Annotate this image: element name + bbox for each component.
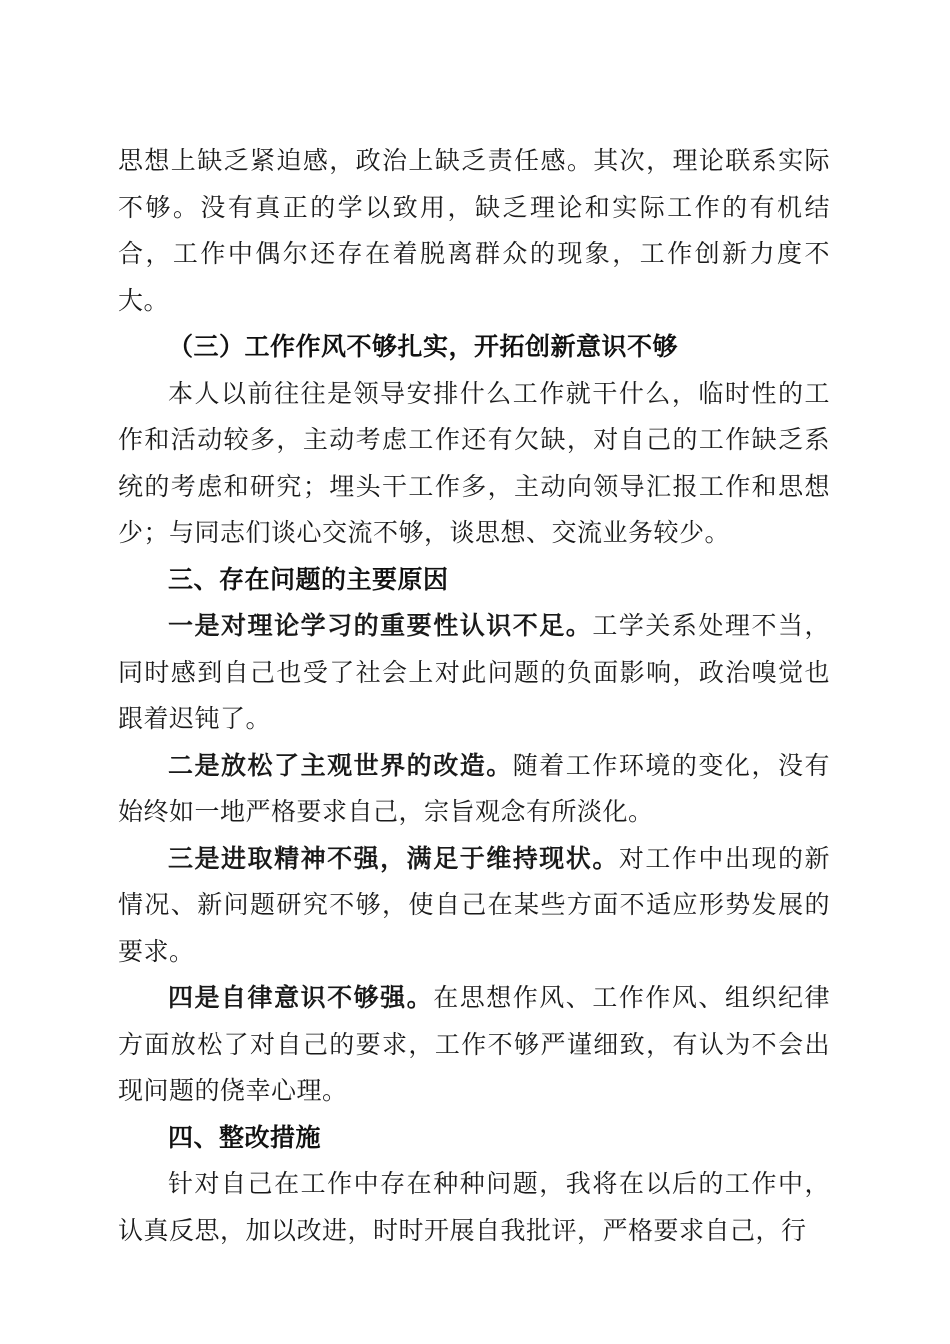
section-heading-measures: 四、整改措施 (168, 1122, 322, 1152)
cause-2-lead: 二是放松了主观世界的改造。 (168, 750, 513, 780)
cause-2-body: 随着工作环境的变化，没有始终如一地严格要求自己，宗旨观念有所淡化。 (118, 750, 830, 826)
paragraph-cause-1 (118, 603, 830, 743)
paragraph-work-style: 本人以前往往是领导安排什么工作就干什么，临时性的工作和活动较多，主动考虑工作还有欠缺，对自己的工作缺乏系统的考虑和研究；埋头干工作多，主动向领导汇报工作和思想少；与同志们谈心交流不够，谈思想、交流业务较少。 (118, 378, 830, 547)
section-heading-causes: 三、存在问题的主要原因 (168, 564, 449, 594)
paragraph-cause-2 (118, 743, 830, 836)
subheading-work-style: （三）工作作风不够扎实，开拓创新意识不够 (168, 332, 679, 361)
cause-3-lead: 三是进取精神不强，满足于维持现状。 (168, 843, 619, 873)
cause-1-body: 工学关系处理不当，同时感到自己也受了社会上对此问题的负面影响，政治嗅觉也跟着迟钝了。 (118, 611, 830, 733)
cause-3-body: 对工作中出现的新情况、新问题研究不够，使自己在某些方面不适应形势发展的要求。 (118, 843, 830, 966)
paragraph-measures: 针对自己在工作中存在种种问题，我将在以后的工作中，认真反思，加以改进，时时开展自我批评，严格要求自己，行 (118, 1169, 830, 1245)
cause-1-lead: 一是对理论学习的重要性认识不足。 (168, 611, 593, 640)
paragraph-cause-3 (118, 836, 830, 976)
paragraph-continued: 思想上缺乏紧迫感，政治上缺乏责任感。其次，理论联系实际不够。没有真正的学以致用，缺乏理论和实际工作的有机结合，工作中偶尔还存在着脱离群众的现象，工作创新力度不大。 (118, 146, 830, 315)
document-body (118, 138, 830, 1254)
paragraph-cause-4 (118, 975, 830, 1115)
cause-4-body: 在思想作风、工作作风、组织纪律方面放松了对自己的要求，工作不够严谨细致，有认为不会出现问题的侥幸心理。 (118, 983, 830, 1105)
cause-4-lead: 四是自律意识不够强。 (168, 983, 434, 1012)
